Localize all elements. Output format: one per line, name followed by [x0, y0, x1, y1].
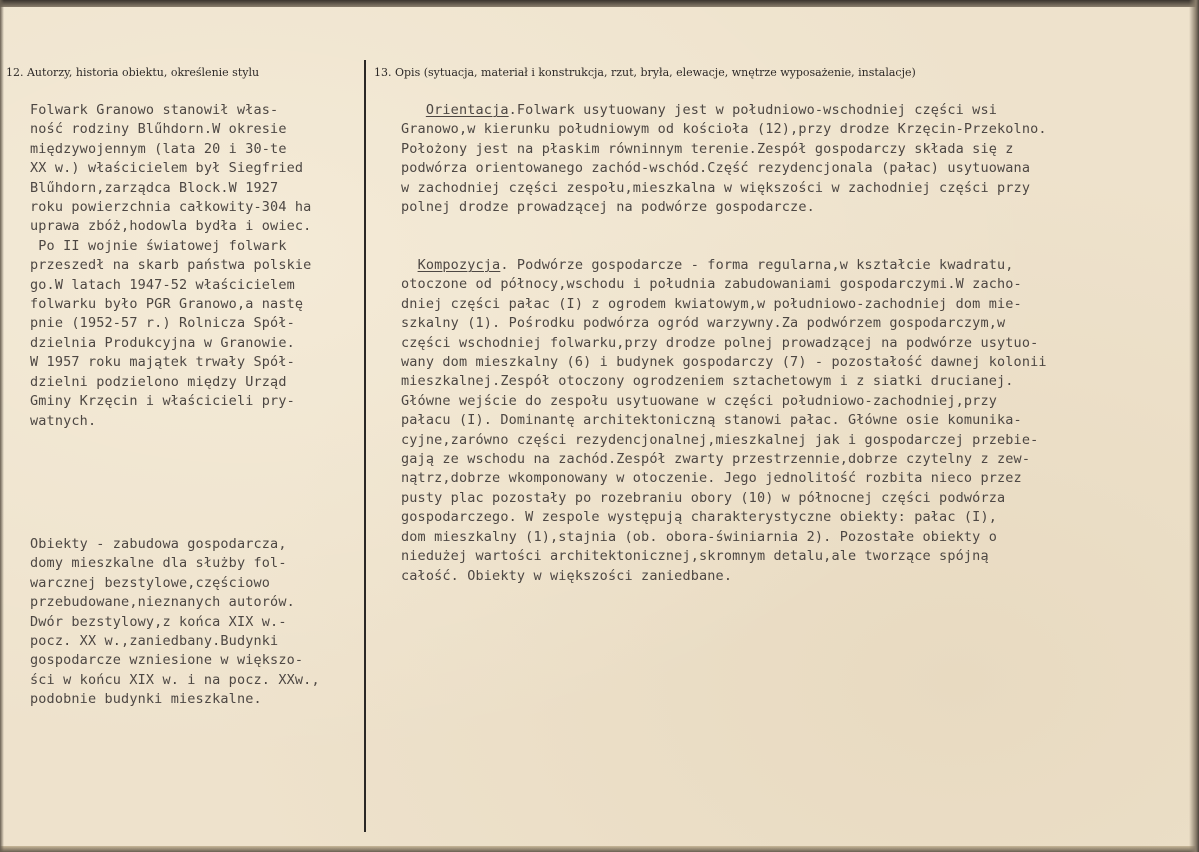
- text-line: roku powierzchnia całkowity-304 ha: [30, 199, 312, 216]
- text-line: międzywojennym (lata 20 i 30-te: [30, 140, 287, 157]
- text-line: pałacu (I). Dominantę architektoniczną stanowi pałac. Główne osie komunika-: [401, 412, 1022, 429]
- text-line: ści w końcu XIX w. i na pocz. XXw.,: [30, 671, 320, 688]
- text-line: otoczone od północy,wschodu i południa zabudowaniami gospodarczymi.W zacho-: [401, 276, 1022, 293]
- text-line: warcznej bezstylowe,częściowo: [30, 574, 271, 591]
- orientation-paragraph: [401, 101, 1047, 217]
- section-12-heading: 12. Autorzy, historia obiektu, określenie stylu: [6, 66, 260, 79]
- text-line: gają ze wschodu na zachód.Zespół zwarty przestrzennie,dobrze czytelny z zew-: [401, 451, 1031, 468]
- text-line: podwórza orientowanego zachód-wschód.Część rezydencjonala (pałac) usytuowana: [401, 160, 1031, 177]
- paper-right-edge: [1189, 0, 1199, 852]
- text-line: całość. Obiekty w większości zaniedbane.: [401, 567, 733, 584]
- text-line: domy mieszkalne dla służby fol-: [30, 555, 287, 572]
- text-line: pusty plac pozostały po rozebraniu obory (10) w północnej części podwórza: [401, 489, 1006, 506]
- text-line: gospodarczego. W zespole występują charakterystyczne obiekty: pałac (I),: [401, 509, 997, 526]
- text-line: watnych.: [30, 412, 97, 429]
- text-line: Po II wojnie światowej folwark: [30, 237, 287, 254]
- text-fragment: .Folwark usytuowany jest w południowo-wschodniej części wsi: [508, 102, 998, 118]
- text-line: ność rodziny Blűhdorn.W okresie: [30, 121, 287, 138]
- text-line: mieszkalnej.Zespół otoczony ogrodzeniem sztachetowym i z siatki drucianej.: [401, 373, 1014, 390]
- paper-left-edge: [0, 0, 4, 852]
- text-line: [401, 101, 1047, 120]
- text-line: Blűhdorn,zarządca Block.W 1927: [30, 179, 279, 196]
- text-line: Folwark Granowo stanowił włas-: [30, 102, 279, 118]
- text-line: XX w.) właścicielem był Siegfried: [30, 160, 304, 177]
- text-line: Główne wejście do zespołu usytuowane w części południowo-zachodniej,przy: [401, 392, 997, 409]
- text-line: uprawa zbóż,hodowla bydła i owiec.: [30, 218, 312, 235]
- composition-paragraph: [401, 256, 1047, 586]
- text-line: w zachodniej części zespołu,mieszkalna w większości w zachodniej części przy: [401, 179, 1031, 196]
- text-line: [401, 256, 1047, 275]
- column-divider: [364, 60, 366, 832]
- text-line: przebudowane,nieznanych autorów.: [30, 594, 295, 611]
- text-line: gospodarcze wzniesione w większo-: [30, 652, 304, 669]
- text-line: polnej drodze prowadzącej na podwórze gospodarcze.: [401, 199, 815, 216]
- text-line: pocz. XX w.,zaniedbany.Budynki: [30, 633, 279, 650]
- text-line: go.W latach 1947-52 właścicielem: [30, 276, 295, 293]
- text-line: Obiekty - zabudowa gospodarcza,: [30, 536, 287, 552]
- text-line: Położony jest na płaskim równinnym terenie.Zespół gospodarczy składa się z: [401, 140, 1014, 157]
- text-line: dniej części pałac (I) z ogrodem kwiatowym,w południowo-zachodniej dom mie-: [401, 295, 1022, 312]
- text-fragment: . Podwórze gospodarcze - forma regularna,w kształcie kwadratu,: [500, 257, 1014, 273]
- history-paragraph: [30, 101, 311, 431]
- orientation-label: Orientacja: [425, 102, 509, 118]
- text-line: przeszedł na skarb państwa polskie: [30, 257, 312, 274]
- text-line: części wschodniej folwarku,przy drodze polnej prowadzącej na podwórze usytuo-: [401, 334, 1039, 351]
- section-13-heading: 13. Opis (sytuacja, materiał i konstrukcja, rzut, bryła, elewacje, wnętrze wyposażenie, instalacje): [374, 66, 916, 79]
- text-line: wany dom mieszkalny (6) i budynek gospodarczy (7) - pozostałość dawnej kolonii: [401, 354, 1047, 371]
- text-line: niedużej wartości architektonicznej,skromnym detalu,ale tworzące spójną: [401, 548, 989, 565]
- text-line: Gminy Krzęcin i właścicieli pry-: [30, 393, 295, 410]
- paper-bottom-edge: [0, 846, 1199, 852]
- text-line: nątrz,dobrze wkomponowany w otoczenie. Jego jednolitość rozbita nieco przez: [401, 470, 1022, 487]
- text-line: dzielni podzielono między Urząd: [30, 373, 287, 390]
- text-line: pnie (1952-57 r.) Rolnicza Spół-: [30, 315, 295, 332]
- text-line: dom mieszkalny (1),stajnia (ob. obora-świniarnia 2). Pozostałe obiekty o: [401, 528, 997, 545]
- text-line: dzielnia Produkcyjna w Granowie.: [30, 334, 295, 351]
- text-line: Granowo,w kierunku południowym od kościoła (12),przy drodze Krzęcin-Przekolno.: [401, 121, 1047, 138]
- text-line: Dwór bezstylowy,z końca XIX w.-: [30, 613, 287, 630]
- text-line: folwarku było PGR Granowo,a nastę: [30, 296, 304, 313]
- text-line: szkalny (1). Pośrodku podwórza ogród warzywny.Za podwórzem gospodarczym,w: [401, 315, 1006, 332]
- composition-label: Kompozycja: [417, 257, 501, 273]
- paper-top-edge: [0, 0, 1199, 7]
- text-line: W 1957 roku majątek trwały Spół-: [30, 354, 295, 371]
- text-line: cyjne,zarówno części rezydencjonalnej,mieszkalnej jak i gospodarczej przebie-: [401, 431, 1039, 448]
- style-paragraph: [30, 535, 320, 710]
- text-line: podobnie budynki mieszkalne.: [30, 691, 262, 708]
